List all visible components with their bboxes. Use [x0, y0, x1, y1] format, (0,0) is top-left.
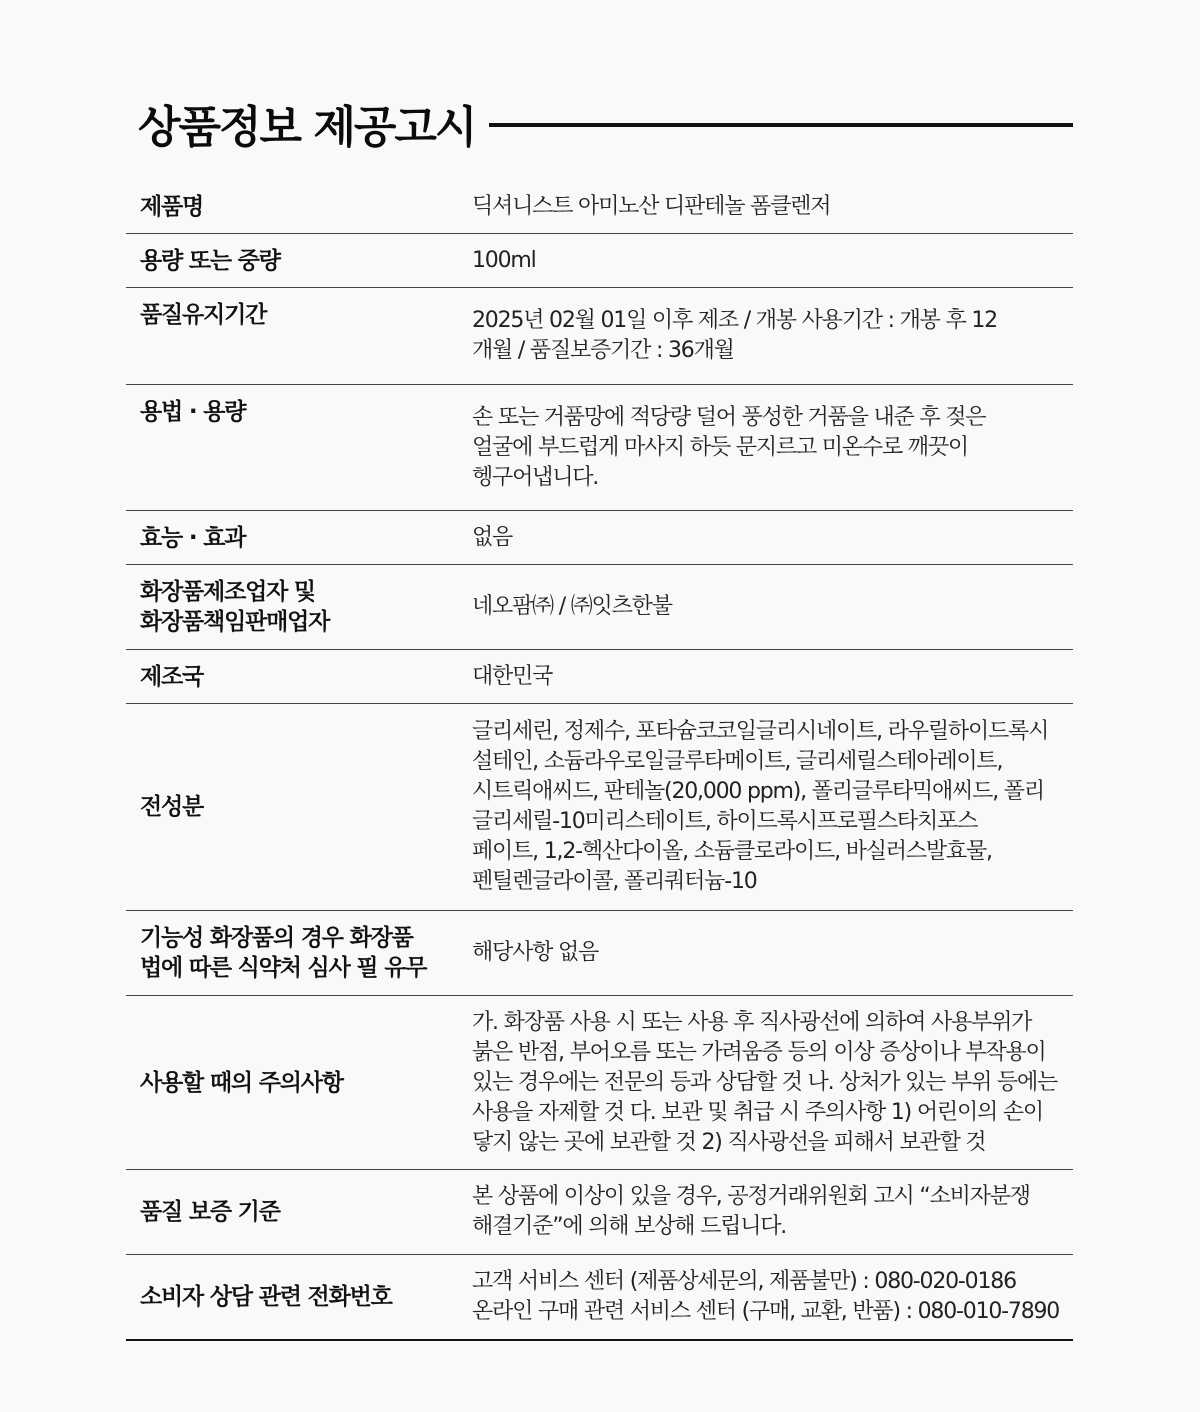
table-row-ingredients [126, 704, 1073, 911]
row-label: 품질 보증 기준 [126, 1170, 462, 1255]
row-value: 100ml [462, 234, 1073, 288]
row-value: 2025년 02월 01일 이후 제조 / 개봉 사용기간 : 개봉 후 12 개월 / 품질보증기간 : 36개월 [462, 288, 1073, 385]
table-row-country [126, 650, 1073, 704]
row-label: 품질유지기간 [126, 288, 462, 385]
section-heading [138, 88, 1073, 158]
page-title: 상품정보 제공고시 [138, 102, 476, 153]
row-value: 본 상품에 이상이 있을 경우, 공정거래위원회 고시 “소비자분쟁 해결기준”에 의해 보상해 드립니다. [462, 1170, 1073, 1255]
table-row-precautions [126, 996, 1073, 1170]
row-label: 전성분 [126, 704, 462, 911]
row-value: 없음 [462, 511, 1073, 565]
table-row-volume [126, 234, 1073, 288]
row-value: 해당사항 없음 [462, 911, 1073, 996]
row-label: 소비자 상담 관련 전화번호 [126, 1255, 462, 1341]
table-row-manufacturer [126, 565, 1073, 650]
row-value: 글리세린, 정제수, 포타슘코코일글리시네이트, 라우릴하이드록시 설테인, 소듐라우로일글루타메이트, 글리세릴스테아레이트, 시트릭애씨드, 판테놀(20,000 ppm), 폴리글루타믹애씨드, 폴리 글리세릴-10미리스테이트, 하이드록시프로필스타치포스 페이트, 1,2-헥산다이올, 소듐클로라이드, 바실러스발효물, 펜틸렌글라이콜, 폴리쿼터늄-10 [462, 704, 1073, 911]
row-label: 제조국 [126, 650, 462, 704]
table-row-product-name [126, 180, 1073, 234]
row-label: 사용할 때의 주의사항 [126, 996, 462, 1170]
row-value: 딕셔니스트 아미노산 디판테놀 폼클렌저 [462, 180, 1073, 234]
row-label: 용법 · 용량 [126, 385, 462, 511]
row-label: 제품명 [126, 180, 462, 234]
table-row-customer-service [126, 1255, 1073, 1341]
heading-divider [489, 123, 1073, 127]
table-row-shelf-life [126, 288, 1073, 385]
table-row-usage [126, 385, 1073, 511]
row-label: 기능성 화장품의 경우 화장품 법에 따른 식약처 심사 필 유무 [126, 911, 462, 996]
row-value: 고객 서비스 센터 (제품상세문의, 제품불만) : 080-020-0186 온라인 구매 관련 서비스 센터 (구매, 교환, 반품) : 080-010-7890 [462, 1255, 1073, 1341]
row-value: 손 또는 거품망에 적당량 덜어 풍성한 거품을 내준 후 젖은 얼굴에 부드럽게 마사지 하듯 문지르고 미온수로 깨끗이 헹구어냅니다. [462, 385, 1073, 511]
row-label: 화장품제조업자 및 화장품책임판매업자 [126, 565, 462, 650]
table-row-functional-review [126, 911, 1073, 996]
row-value: 네오팜㈜ / ㈜잇츠한불 [462, 565, 1073, 650]
row-value: 가. 화장품 사용 시 또는 사용 후 직사광선에 의하여 사용부위가 붉은 반점, 부어오름 또는 가려움증 등의 이상 증상이나 부작용이 있는 경우에는 전문의 등과 상담할 것 나. 상처가 있는 부위 등에는 사용을 자제할 것 다. 보관 및 취급 시 주의사항 1) 어린이의 손이 닿지 않는 곳에 보관할 것 2) 직사광선을 피해서 보관할 것 [462, 996, 1073, 1170]
row-value: 대한민국 [462, 650, 1073, 704]
row-label: 용량 또는 중량 [126, 234, 462, 288]
row-label: 효능 · 효과 [126, 511, 462, 565]
product-info-table [126, 180, 1073, 1341]
table-row-efficacy [126, 511, 1073, 565]
table-row-quality-guarantee [126, 1170, 1073, 1255]
